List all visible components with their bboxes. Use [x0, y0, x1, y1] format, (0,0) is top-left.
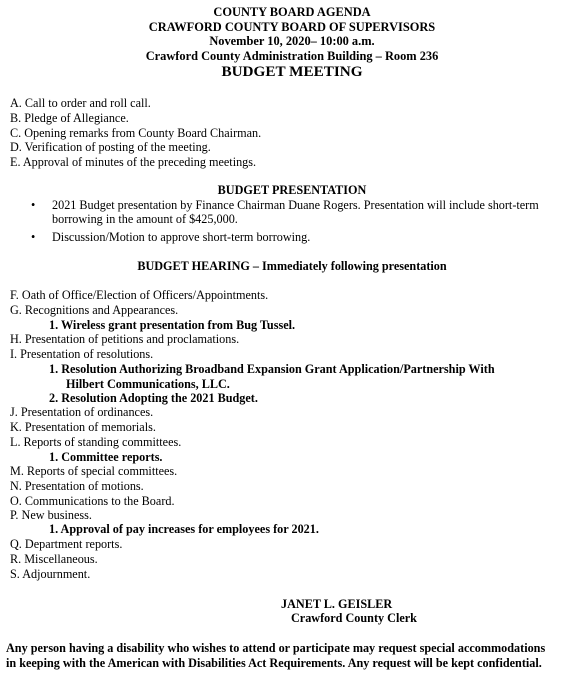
agenda-subitem-i1-line-1: 1. Resolution Authorizing Broadband Expansion Grant Application/Partnership With [49, 362, 495, 376]
budget-presentation-heading: BUDGET PRESENTATION [217, 183, 367, 197]
agenda-item-c: C. Opening remarks from County Board Chairman. [10, 126, 262, 140]
presentation-bullet-2: Discussion/Motion to approve short-term borrowing. [52, 230, 311, 244]
header-location: Crawford County Administration Building – Room 236 [145, 48, 439, 63]
agenda-subitem-g1: 1. Wireless grant presentation from Bug Tussel. [49, 318, 296, 332]
header-meeting-type: BUDGET MEETING [221, 63, 363, 81]
agenda-item-e: E. Approval of minutes of the preceding meetings. [10, 155, 257, 169]
presentation-bullet-1-line-2: borrowing in the amount of $425,000. [52, 212, 238, 226]
agenda-item-o: O. Communications to the Board. [10, 494, 175, 508]
ada-notice-line-2: in keeping with the American with Disabilities Act Requirements. Any request will be kept confidential. [6, 656, 542, 670]
agenda-header [0, 5, 584, 81]
agenda-subitem-p1: 1. Approval of pay increases for employees for 2021. [49, 522, 319, 536]
agenda-subitem-i1-line-2: Hilbert Communications, LLC. [66, 377, 230, 391]
header-board: CRAWFORD COUNTY BOARD OF SUPERVISORS [148, 19, 436, 34]
presentation-bullet-1-line-1: 2021 Budget presentation by Finance Chairman Duane Rogers. Presentation will include short-term [52, 198, 539, 212]
agenda-item-b: B. Pledge of Allegiance. [10, 111, 129, 125]
agenda-item-k: K. Presentation of memorials. [10, 420, 156, 434]
bullet-icon: • [31, 198, 36, 212]
agenda-item-l: L. Reports of standing committees. [10, 435, 182, 449]
clerk-title: Crawford County Clerk [291, 611, 417, 625]
agenda-item-n: N. Presentation of motions. [10, 479, 144, 493]
agenda-item-j: J. Presentation of ordinances. [10, 405, 154, 419]
header-date: November 10, 2020– 10:00 a.m. [209, 34, 375, 49]
agenda-item-i: I. Presentation of resolutions. [10, 347, 154, 361]
bullet-icon: • [31, 230, 36, 244]
agenda-item-d: D. Verification of posting of the meeting. [10, 140, 211, 154]
agenda-item-s: S. Adjournment. [10, 567, 91, 581]
agenda-item-q: Q. Department reports. [10, 537, 123, 551]
agenda-item-p: P. New business. [10, 508, 92, 522]
agenda-item-a: A. Call to order and roll call. [10, 96, 151, 110]
agenda-item-f: F. Oath of Office/Election of Officers/Appointments. [10, 288, 269, 302]
agenda-item-g: G. Recognitions and Appearances. [10, 303, 179, 317]
agenda-subitem-i2: 2. Resolution Adopting the 2021 Budget. [49, 391, 258, 405]
budget-hearing-heading: BUDGET HEARING – Immediately following presentation [137, 259, 447, 273]
clerk-name: JANET L. GEISLER [281, 597, 393, 611]
header-title: COUNTY BOARD AGENDA [213, 5, 371, 19]
ada-notice-line-1: Any person having a disability who wishes to attend or participate may request special accommodations [6, 641, 546, 655]
agenda-item-h: H. Presentation of petitions and proclamations. [10, 332, 240, 346]
agenda-subitem-l1: 1. Committee reports. [49, 450, 163, 464]
agenda-item-r: R. Miscellaneous. [10, 552, 98, 566]
agenda-item-m: M. Reports of special committees. [10, 464, 178, 478]
